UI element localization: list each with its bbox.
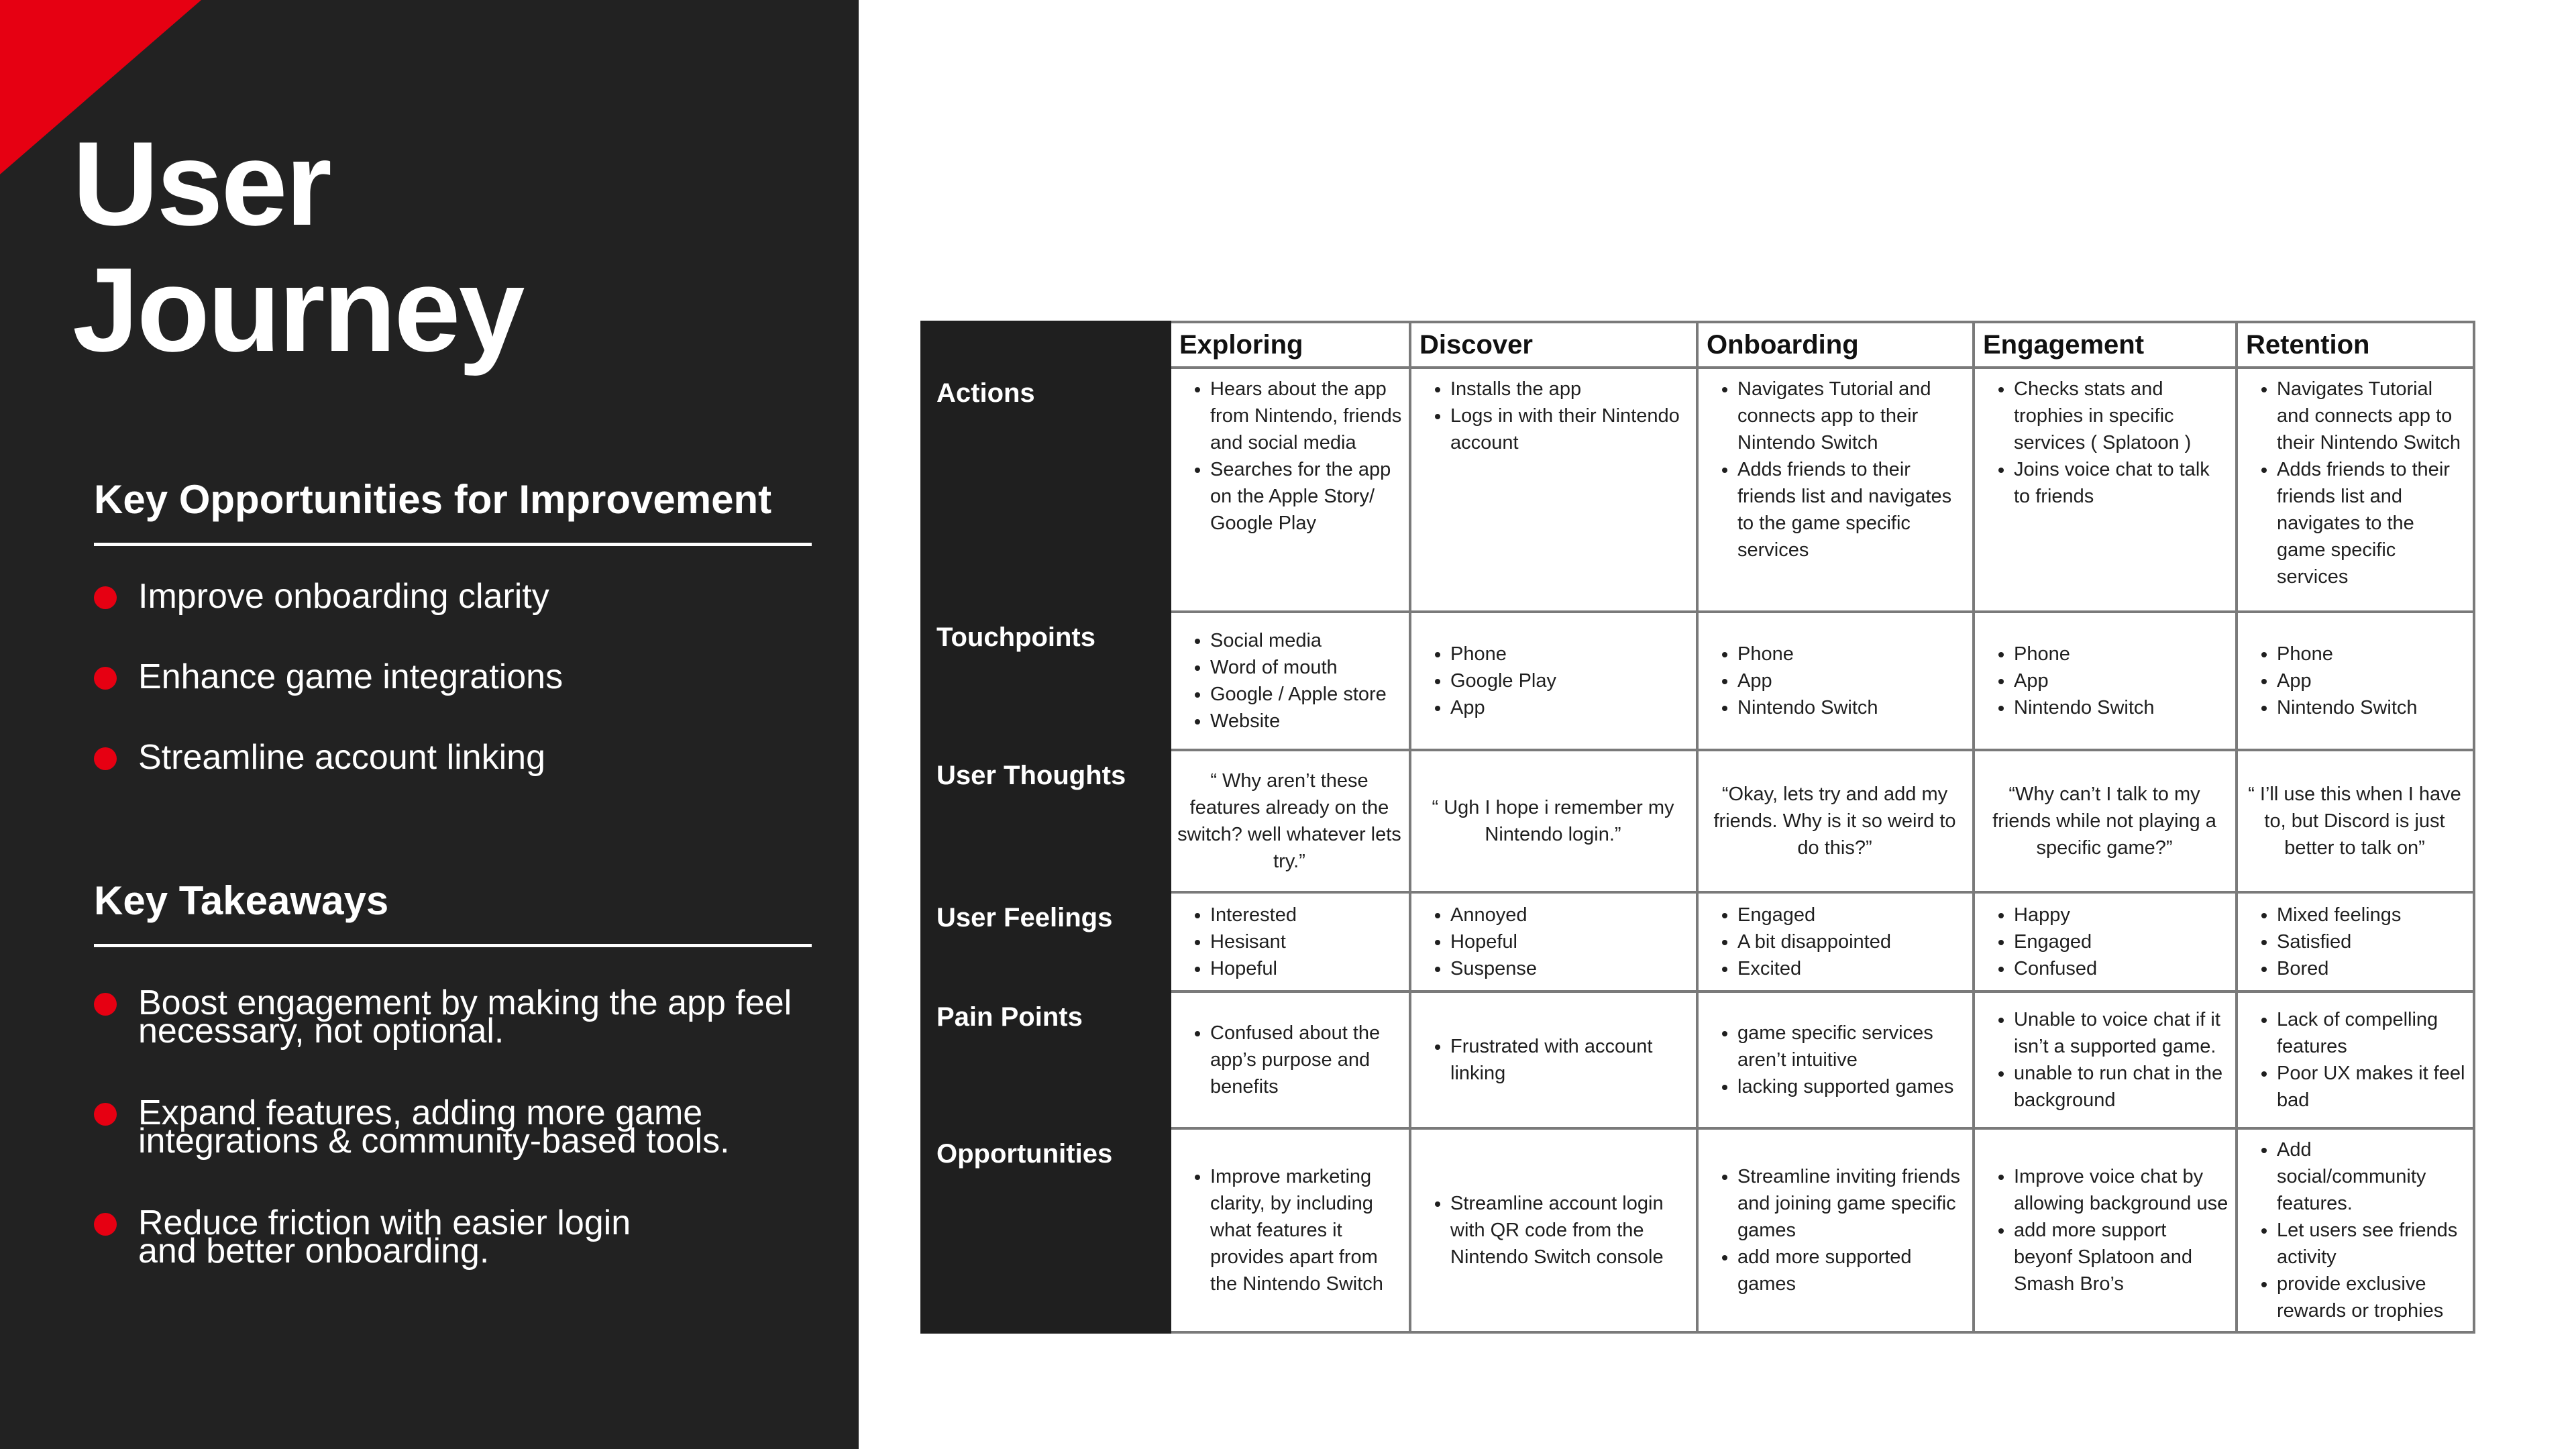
cell-bullet: • Searches for the app on the Apple Story/ Google Play <box>1210 456 1402 537</box>
takeaway-item <box>94 983 832 1051</box>
opportunity-item <box>94 738 832 777</box>
cell-bullet: • Adds friends to their friends list and navigates to the game specific services <box>2277 456 2466 590</box>
cell-bullet: • Phone <box>1737 641 1966 667</box>
cell-bullet: • add more support beyonf Splatoon and Smash Bro’s <box>2014 1217 2229 1297</box>
cell-feelings-engagement <box>1974 892 2237 991</box>
cell-opportunity-retention <box>2237 1128 2474 1332</box>
cell-pain-onboarding <box>1697 991 1974 1128</box>
left-panel <box>0 0 859 1449</box>
opportunities-list <box>94 577 832 777</box>
cell-bullet: • Logs in with their Nintendo account <box>1450 402 1689 456</box>
cell-thought-engagement: “Why can’t I talk to my friends while not playing a specific game?” <box>1974 750 2237 892</box>
row-user-thoughts <box>922 750 2474 892</box>
cell-feelings-onboarding <box>1697 892 1974 991</box>
row-label-pain-points: Pain Points <box>922 991 1170 1128</box>
cell-bullet: • Checks stats and trophies in specific services ( Splatoon ) <box>2014 376 2229 456</box>
cell-bullet: • game specific services aren’t intuitive <box>1737 1020 1966 1073</box>
cell-thought-retention: “ I’ll use this when I have to, but Discord is just better to talk on” <box>2237 750 2474 892</box>
cell-bullet: • Google / Apple store <box>1210 681 1402 708</box>
cell-opportunity-engagement <box>1974 1128 2237 1332</box>
cell-bullet: • Word of mouth <box>1210 654 1402 681</box>
takeaways-list <box>94 983 832 1271</box>
cell-pain-engagement <box>1974 991 2237 1128</box>
stage-header-discover: Discover <box>1410 322 1697 368</box>
cell-bullet: • Confused <box>2014 955 2229 982</box>
takeaway-text-line: Boost engagement by making the app feel <box>138 983 792 1022</box>
cell-bullet: • Satisfied <box>2277 928 2466 955</box>
cell-bullet: • Phone <box>2277 641 2466 667</box>
cell-actions-retention <box>2237 368 2474 612</box>
takeaway-text-line: necessary, not optional. <box>138 1012 504 1051</box>
cell-bullet: • App <box>2014 667 2229 694</box>
cell-pain-discover <box>1410 991 1697 1128</box>
takeaways-heading: Key Takeaways <box>94 877 812 947</box>
cell-bullet: • Nintendo Switch <box>2277 694 2466 721</box>
row-label-user-thoughts: User Thoughts <box>922 750 1170 892</box>
cell-bullet: • Navigates Tutorial and connects app to their Nintendo Switch <box>2277 376 2466 456</box>
cell-bullet: • Poor UX makes it feel bad <box>2277 1060 2466 1114</box>
cell-feelings-discover <box>1410 892 1697 991</box>
cell-bullet: • Hopeful <box>1210 955 1402 982</box>
cell-actions-exploring <box>1170 368 1410 612</box>
cell-bullet: • Google Play <box>1450 667 1689 694</box>
cell-bullet: • Engaged <box>2014 928 2229 955</box>
row-label-user-feelings: User Feelings <box>922 892 1170 991</box>
cell-bullet: • Engaged <box>1737 902 1966 928</box>
cell-bullet: • Improve marketing clarity, by including what features it provides apart from the Nintendo Switch <box>1210 1163 1402 1297</box>
cell-actions-engagement <box>1974 368 2237 612</box>
opportunity-text: Improve onboarding clarity <box>138 577 549 616</box>
row-touchpoints <box>922 612 2474 750</box>
cell-bullet: • App <box>1737 667 1966 694</box>
cell-opportunity-onboarding <box>1697 1128 1974 1332</box>
red-bullet-icon <box>94 1213 117 1236</box>
cell-bullet: • Streamline account login with QR code from the Nintendo Switch console <box>1450 1190 1689 1271</box>
cell-touchpoints-engagement <box>1974 612 2237 750</box>
cell-touchpoints-retention <box>2237 612 2474 750</box>
cell-bullet: • Phone <box>2014 641 2229 667</box>
cell-pain-retention <box>2237 991 2474 1128</box>
row-user-feelings <box>922 892 2474 991</box>
opportunity-text: Enhance game integrations <box>138 657 564 696</box>
cell-bullet: • Improve voice chat by allowing background use <box>2014 1163 2229 1217</box>
takeaway-text-line: Expand features, adding more game <box>138 1093 703 1132</box>
cell-touchpoints-onboarding <box>1697 612 1974 750</box>
cell-bullet: • Add social/community features. <box>2277 1136 2466 1217</box>
cell-touchpoints-discover <box>1410 612 1697 750</box>
cell-bullet: • Phone <box>1450 641 1689 667</box>
cell-opportunity-discover <box>1410 1128 1697 1332</box>
opportunity-text: Streamline account linking <box>138 738 545 777</box>
cell-bullet: • Frustrated with account linking <box>1450 1033 1689 1087</box>
cell-bullet: • Annoyed <box>1450 902 1689 928</box>
cell-bullet: • unable to run chat in the background <box>2014 1060 2229 1114</box>
cell-bullet: • Interested <box>1210 902 1402 928</box>
cell-thought-discover: “ Ugh I hope i remember my Nintendo login.” <box>1410 750 1697 892</box>
cell-bullet: • Let users see friends activity <box>2277 1217 2466 1271</box>
opportunity-item <box>94 577 832 616</box>
takeaway-text-line: integrations & community-based tools. <box>138 1122 730 1161</box>
cell-bullet: • Hears about the app from Nintendo, friends and social media <box>1210 376 1402 456</box>
cell-bullet: • Joins voice chat to talk to friends <box>2014 456 2229 510</box>
row-opportunities <box>922 1128 2474 1332</box>
cell-feelings-exploring <box>1170 892 1410 991</box>
cell-bullet: • lacking supported games <box>1737 1073 1966 1100</box>
cell-bullet: • Hesisant <box>1210 928 1402 955</box>
page-title-line-2: Journey <box>72 243 523 376</box>
cell-bullet: • Suspense <box>1450 955 1689 982</box>
cell-thought-onboarding: “Okay, lets try and add my friends. Why is it so weird to do this?” <box>1697 750 1974 892</box>
row-label-touchpoints: Touchpoints <box>922 612 1170 750</box>
takeaway-item <box>94 1093 832 1161</box>
red-bullet-icon <box>94 993 117 1016</box>
cell-bullet: • Social media <box>1210 627 1402 654</box>
cell-bullet: • Navigates Tutorial and connects app to their Nintendo Switch <box>1737 376 1966 456</box>
takeaway-item <box>94 1203 832 1271</box>
opportunity-item <box>94 657 832 696</box>
cell-bullet: • Nintendo Switch <box>2014 694 2229 721</box>
cell-bullet: • Bored <box>2277 955 2466 982</box>
cell-bullet: • App <box>2277 667 2466 694</box>
cell-bullet: • Hopeful <box>1450 928 1689 955</box>
cell-actions-discover <box>1410 368 1697 612</box>
red-bullet-icon <box>94 747 117 770</box>
red-bullet-icon <box>94 586 117 609</box>
cell-bullet: • Unable to voice chat if it isn’t a supported game. <box>2014 1006 2229 1060</box>
stage-header-retention: Retention <box>2237 322 2474 368</box>
cell-feelings-retention <box>2237 892 2474 991</box>
row-actions <box>922 368 2474 612</box>
opportunities-heading: Key Opportunities for Improvement <box>94 476 812 546</box>
red-bullet-icon <box>94 1103 117 1126</box>
cell-bullet: • provide exclusive rewards or trophies <box>2277 1271 2466 1324</box>
row-pain-points <box>922 991 2474 1128</box>
cell-opportunity-exploring <box>1170 1128 1410 1332</box>
stage-header-engagement: Engagement <box>1974 322 2237 368</box>
stage-header-onboarding: Onboarding <box>1697 322 1974 368</box>
cell-bullet: • Lack of compelling features <box>2277 1006 2466 1060</box>
cell-bullet: • Installs the app <box>1450 376 1689 402</box>
cell-bullet: • A bit disappointed <box>1737 928 1966 955</box>
cell-bullet: • Mixed feelings <box>2277 902 2466 928</box>
page-title <box>72 117 523 376</box>
cell-bullet: • add more supported games <box>1737 1244 1966 1297</box>
page-title-line-1: User <box>72 117 330 250</box>
cell-touchpoints-exploring <box>1170 612 1410 750</box>
cell-bullet: • App <box>1450 694 1689 721</box>
takeaway-text-line: Reduce friction with easier login <box>138 1203 631 1242</box>
cell-bullet: • Confused about the app’s purpose and benefits <box>1210 1020 1402 1100</box>
user-journey-table <box>920 321 2475 1334</box>
cell-actions-onboarding <box>1697 368 1974 612</box>
cell-thought-exploring: “ Why aren’t these features already on the switch? well whatever lets try.” <box>1170 750 1410 892</box>
cell-bullet: • Nintendo Switch <box>1737 694 1966 721</box>
cell-bullet: • Excited <box>1737 955 1966 982</box>
red-bullet-icon <box>94 667 117 690</box>
cell-bullet: • Happy <box>2014 902 2229 928</box>
cell-bullet: • Adds friends to their friends list and navigates to the game specific services <box>1737 456 1966 564</box>
takeaway-text-line: and better onboarding. <box>138 1232 490 1271</box>
cell-pain-exploring <box>1170 991 1410 1128</box>
row-label-opportunities: Opportunities <box>922 1128 1170 1332</box>
stage-header-exploring: Exploring <box>1170 322 1410 368</box>
cell-bullet: • Streamline inviting friends and joining game specific games <box>1737 1163 1966 1244</box>
table-corner <box>922 322 1170 368</box>
row-label-actions: Actions <box>922 368 1170 612</box>
cell-bullet: • Website <box>1210 708 1402 735</box>
